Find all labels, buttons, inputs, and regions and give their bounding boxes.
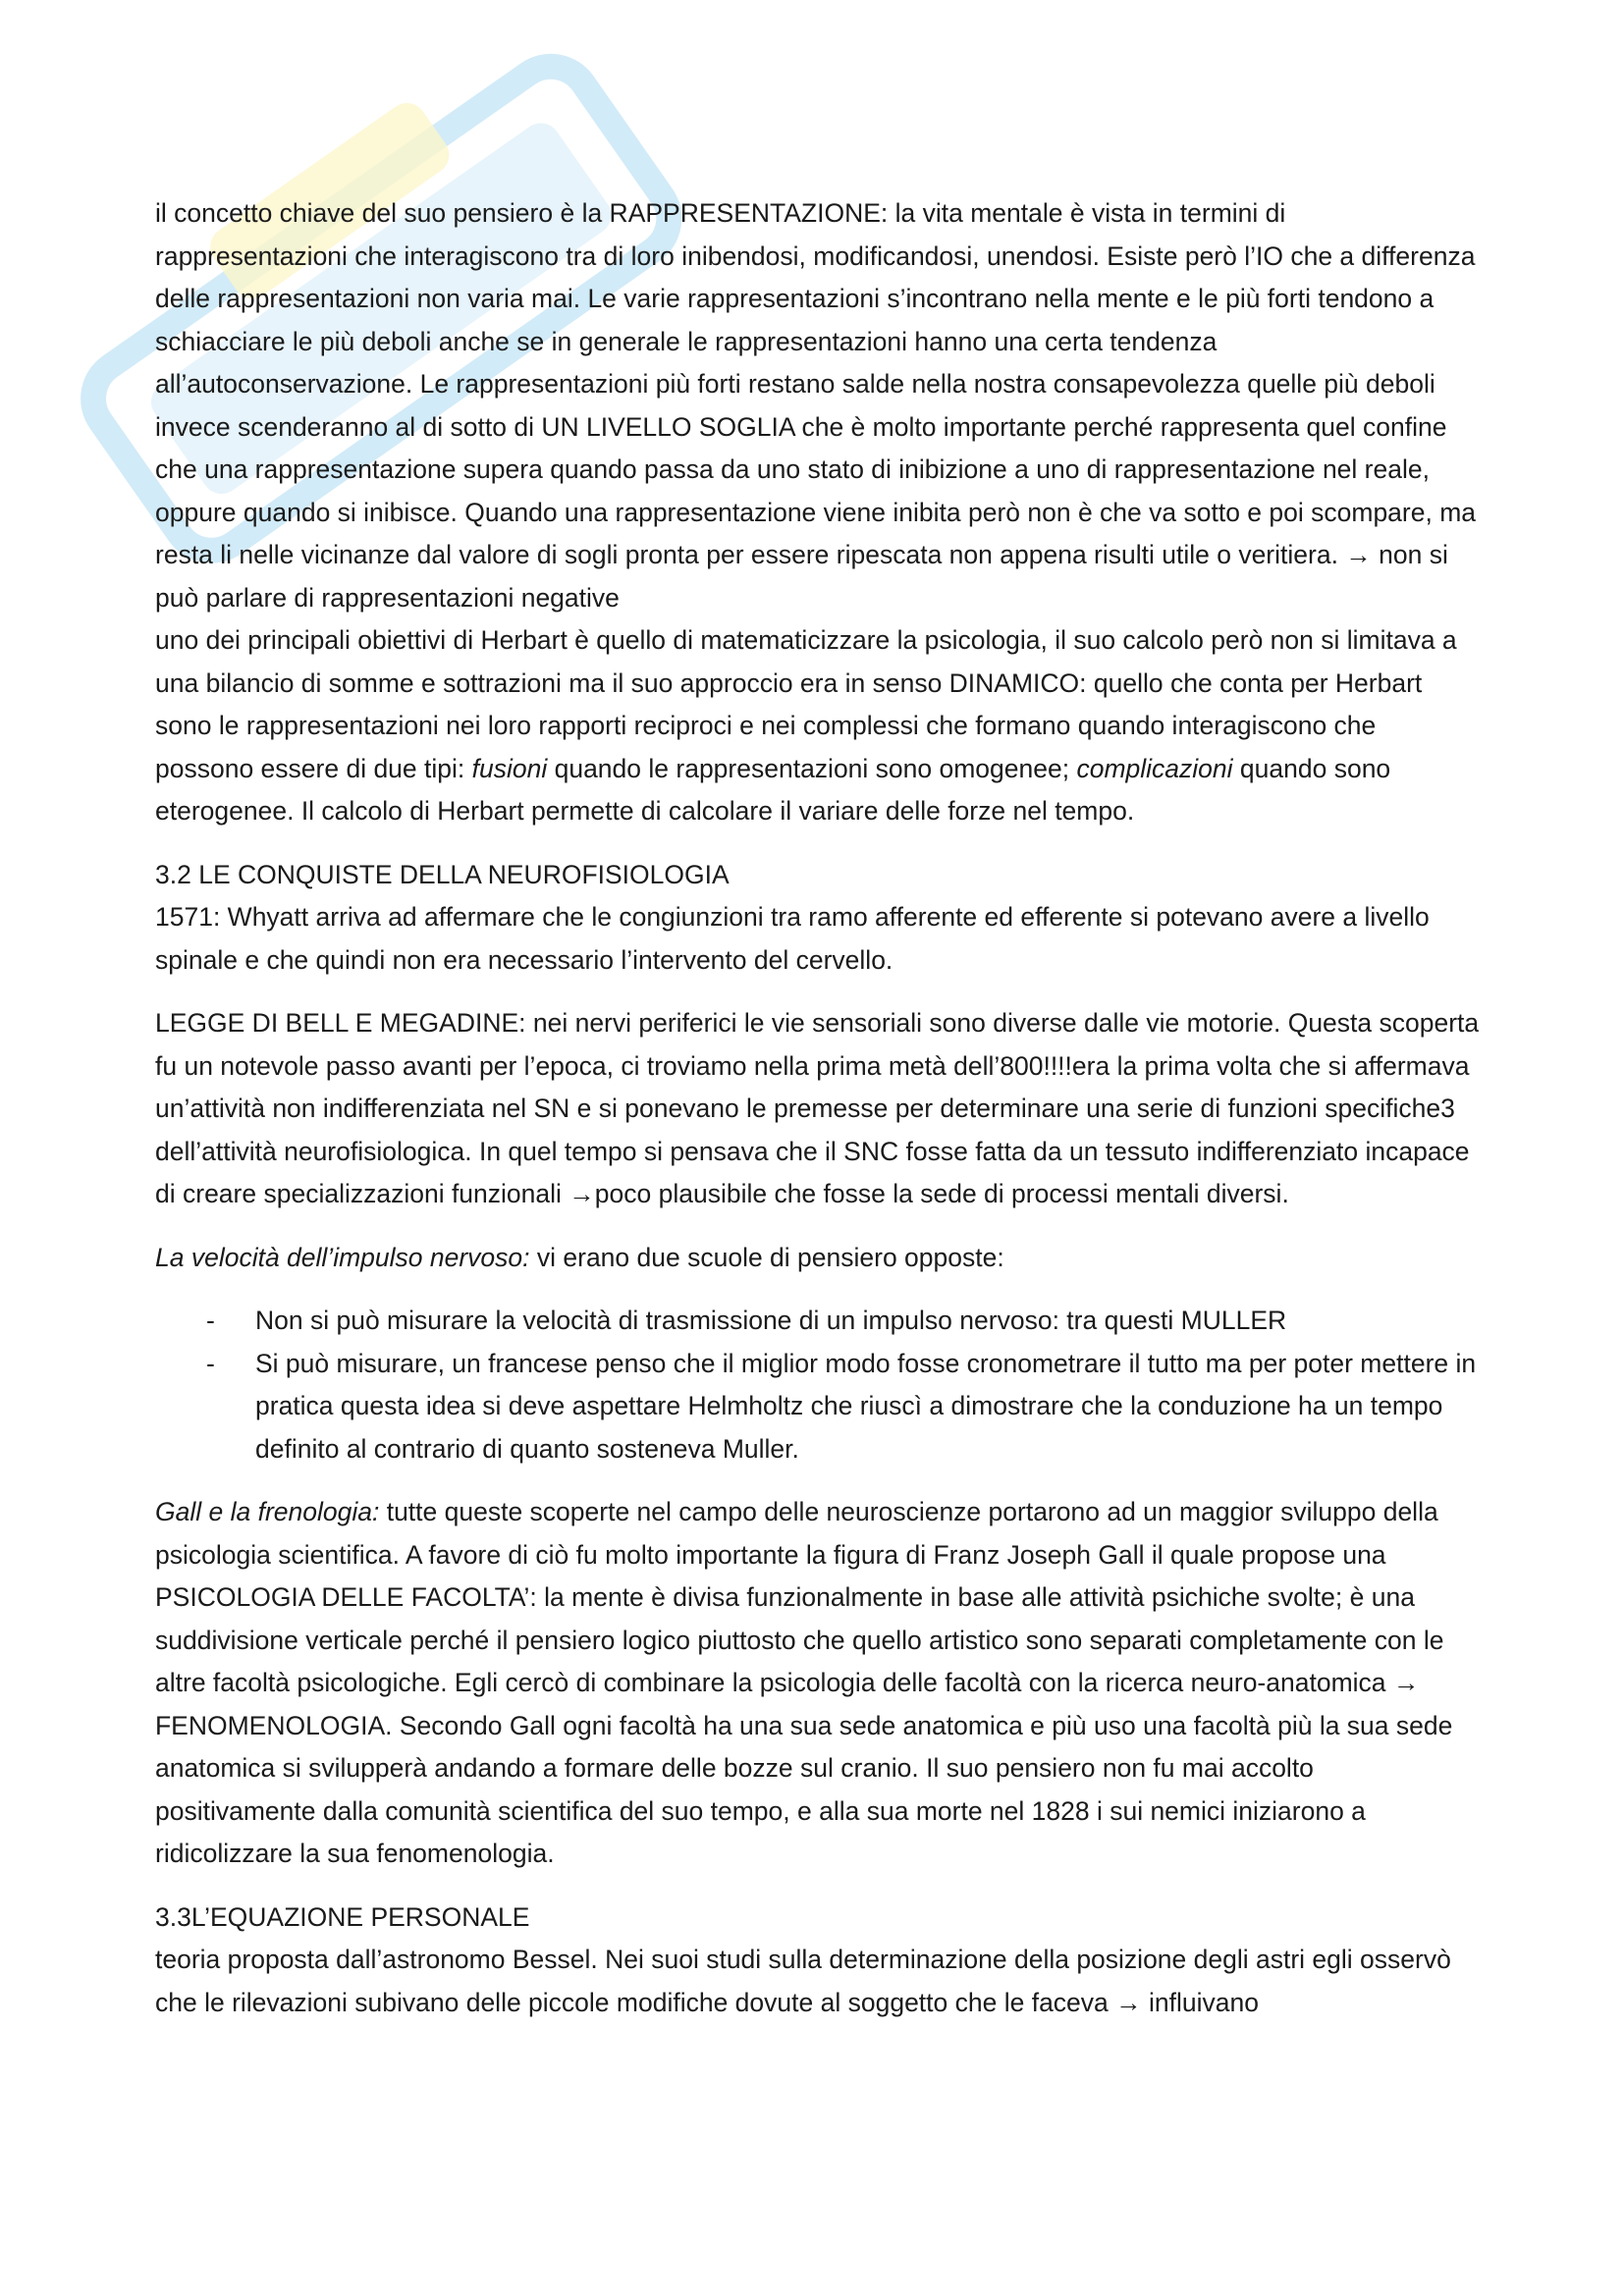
paragraph-whyatt: 1571: Whyatt arriva ad affermare che le congiunzioni tra ramo afferente ed efferente si potevano avere a livello spinale e che quindi non era necessario l’intervento del cervello. [155, 902, 1430, 975]
term-complicazioni: complicazioni [1076, 753, 1233, 783]
paragraph-herbart [155, 619, 1481, 833]
herbart-text-end: quando sono eterogenee. Il calcolo di Herbart permette di calcolare il variare delle forze nel tempo. [155, 753, 1391, 826]
term-fusioni: fusioni [471, 753, 548, 783]
gall-title: Gall e la frenologia: [155, 1497, 380, 1526]
list-item [155, 1300, 1481, 1343]
dash-bullet: - [206, 1306, 215, 1335]
dash-bullet: - [206, 1348, 215, 1378]
paragraph-bell-megadine: LEGGE DI BELL E MEGADINE: nei nervi periferici le vie sensoriali sono diverse dalle vie motorie. Questa scoperta fu un notevole passo avanti per l’epoca, ci troviamo nella prima metà dell’800!!!!era la prima volta che si affermava un’attività non indifferenziata nel SN e si ponevano le premesse per determinare una serie di funzioni specifiche3 dell’attività neurofisiologica. In quel tempo si pensava che il SNC fosse fatta da un tessuto indifferenziato incapace di creare specializzazioni funzionali →poco plausibile che fosse la sede di processi mentali diversi. [155, 1008, 1480, 1208]
velocita-text: vi erano due scuole di pensiero opposte: [529, 1242, 1004, 1272]
heading-equazione-personale: 3.3L’EQUAZIONE PERSONALE [155, 1901, 530, 1932]
list-item-text: Si può misurare, un francese penso che il miglior modo fosse cronometrare il tutto ma per poter mettere in pratica questa idea si deve aspettare Helmholtz che riuscì a dimostrare che la conduzione ha un tempo definito al contrario di quanto sosteneva Muller. [255, 1348, 1477, 1464]
paragraph-bessel: teoria proposta dall’astronomo Bessel. Nei suoi studi sulla determinazione della posizione degli astri egli osservò che le rilevazioni subivano delle piccole modifiche dovute al soggetto che le faceva → influivano [155, 1945, 1451, 2017]
herbart-text-start: uno dei principali obiettivi di Herbart è quello di matematicizzare la psicologia, il suo calcolo però non si limitava a una bilancio di somme e sottrazioni ma il suo approccio era in senso DINAMICO: quello che conta per Herbart sono le rappresentazioni nei loro rapporti reciproci e nei complessi che formano quando interagiscono che possono essere di due tipi: [155, 625, 1457, 783]
document-body [155, 192, 1481, 2024]
list-item [155, 1343, 1481, 1471]
paragraph-gall [155, 1491, 1481, 1876]
heading-neurofisiologia: 3.2 LE CONQUISTE DELLA NEUROFISIOLOGIA [155, 859, 730, 889]
list-item-text: Non si può misurare la velocità di trasmissione di un impulso nervoso: tra questi MULLER [255, 1306, 1287, 1335]
gall-text: tutte queste scoperte nel campo delle neuroscienze portarono ad un maggior sviluppo della psicologia scientifica. A favore di ciò fu molto importante la figura di Franz Joseph Gall il quale propose una PSICOLOGIA DELLE FACOLTA’: la mente è divisa funzionalmente in base alle attività psichiche svolte; è una suddivisione verticale perché il pensiero logico piuttosto che quello artistico sono separati completamente con le altre facoltà psicologiche. Egli cercò di combinare la psicologia delle facoltà con la ricerca neuro-anatomica → FENOMENOLOGIA. Secondo Gall ogni facoltà ha una sua sede anatomica e più uso una facoltà più la sua sede anatomica si svilupperà andando a formare delle bozze sul cranio. Il suo pensiero non fu mai accolto positivamente dalla comunità scientifica del suo tempo, e alla sua morte nel 1828 i sui nemici iniziarono a ridicolizzare la sua fenomenologia. [155, 1497, 1453, 1868]
paragraph-velocita [155, 1237, 1481, 1280]
schools-of-thought-list [155, 1300, 1481, 1470]
velocita-title: La velocità dell’impulso nervoso: [155, 1242, 530, 1272]
paragraph-rappresentazione: il concetto chiave del suo pensiero è la RAPPRESENTAZIONE: la vita mentale è vista in termini di rappresentazioni che interagiscono tra di loro inibendosi, modificandosi, unendosi. Esiste però l’IO che a differenza delle rappresentazioni non varia mai. Le varie rappresentazioni s’incontrano nella mente e le più forti tendono a schiacciare le più deboli anche se in generale le rappresentazioni hanno una certa tendenza all’autoconservazione. Le rappresentazioni più forti restano salde nella nostra consapevolezza quelle più deboli invece scenderanno al di sotto di UN LIVELLO SOGLIA che è molto importante perché rappresenta quel confine che una rappresentazione supera quando passa da uno stato di inibizione a uno di rappresentazione nel reale, oppure quando si inibisce. Quando una rappresentazione viene inibita però non è che va sotto e poi scompare, ma resta li nelle vicinanze dal valore di sogli pronta per essere ripescata non appena risulti utile o veritiera. → non si può parlare di rappresentazioni negative [155, 198, 1477, 613]
herbart-text-middle: quando le rappresentazioni sono omogenee; [547, 753, 1077, 783]
